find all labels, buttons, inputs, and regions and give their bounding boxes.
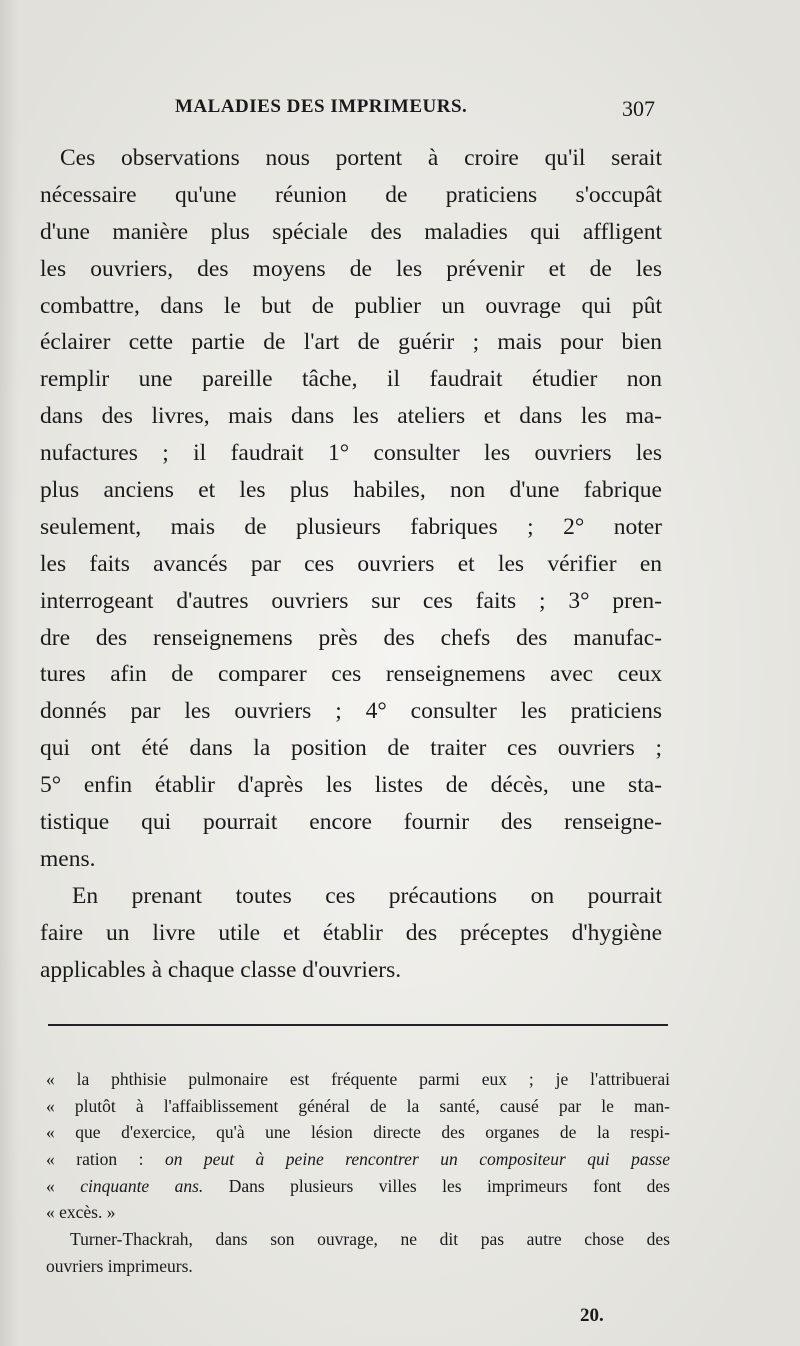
- footnote-text: Dans plusieurs villes les imprimeurs font des: [203, 1175, 670, 1196]
- footnote-line: « que d'exercice, qu'à une lésion directe des organes de la respi-: [46, 1122, 670, 1143]
- text-line: éclairer cette partie de l'art de guérir ; mais pour bien: [40, 329, 662, 356]
- text-line: les ouvriers, des moyens de les prévenir et de les: [40, 255, 662, 282]
- text-line: tistique qui pourrait encore fournir des renseigne-: [40, 809, 662, 836]
- footnote-line: ouvriers imprimeurs.: [46, 1255, 193, 1276]
- text-line: dre des renseignemens près des chefs des manufac-: [40, 624, 662, 651]
- page-number: 307: [622, 96, 655, 121]
- text-line: nufactures ; il faudrait 1° consulter les ouvriers les: [40, 440, 662, 467]
- footnote-line: [46, 1146, 670, 1173]
- text-line: d'une manière plus spéciale des maladies qui affligent: [40, 218, 662, 245]
- text-line: 5° enfin établir d'après les listes de décès, une sta-: [40, 772, 662, 799]
- footnote-line: « excès. »: [46, 1202, 116, 1223]
- text-line: tures afin de comparer ces renseignemens avec ceux: [40, 661, 662, 688]
- running-head: [175, 96, 655, 132]
- text-line: seulement, mais de plusieurs fabriques ; 2° noter: [40, 513, 662, 540]
- footnote-text: « ration :: [46, 1149, 165, 1170]
- text-line: mens.: [40, 845, 96, 872]
- text-line: Ces observations nous portent à croire qu'il serait: [60, 145, 662, 171]
- footnote-line: [46, 1173, 670, 1200]
- running-title: MALADIES DES IMPRIMEURS.: [175, 96, 468, 117]
- binding-shadow: [0, 0, 18, 1346]
- text-line: remplir une pareille tâche, il faudrait étudier non: [40, 366, 662, 393]
- footnote-line: Turner-Thackrah, dans son ouvrage, ne dit pas autre chose des: [70, 1229, 670, 1250]
- footnote-italic-text: on peut à peine rencontrer un compositeur qui passe: [164, 1149, 671, 1170]
- footnote-italic-text: cinquante ans.: [80, 1175, 204, 1196]
- footnote-line: « la phthisie pulmonaire est fréquente parmi eux ; je l'attribuerai: [46, 1069, 670, 1089]
- footnote-text: «: [46, 1175, 81, 1196]
- main-text: [40, 140, 662, 988]
- text-line: applicables à chaque classe d'ouvriers.: [40, 956, 402, 983]
- footnotes: [46, 1066, 670, 1280]
- text-line: qui ont été dans la position de traiter ces ouvriers ;: [40, 735, 662, 762]
- footnote-rule: [48, 1024, 668, 1026]
- signature-mark: 20.: [580, 1305, 604, 1326]
- text-line: nécessaire qu'une réunion de praticiens s'occupât: [40, 181, 662, 208]
- text-line: les faits avancés par ces ouvriers et les vérifier en: [40, 550, 662, 577]
- footnote-line: « plutôt à l'affaiblissement général de la santé, causé par le man-: [46, 1095, 670, 1116]
- text-line: dans des livres, mais dans les ateliers et dans les ma-: [40, 403, 662, 430]
- text-line: donnés par les ouvriers ; 4° consulter les praticiens: [40, 698, 662, 725]
- text-line: combattre, dans le but de publier un ouvrage qui pût: [40, 292, 662, 319]
- text-line: faire un livre utile et établir des préceptes d'hygiène: [40, 919, 662, 946]
- text-line: plus anciens et les plus habiles, non d'une fabrique: [40, 477, 662, 504]
- text-line: En prenant toutes ces précautions on pourrait: [72, 882, 662, 909]
- text-line: interrogeant d'autres ouvriers sur ces faits ; 3° pren-: [40, 587, 662, 614]
